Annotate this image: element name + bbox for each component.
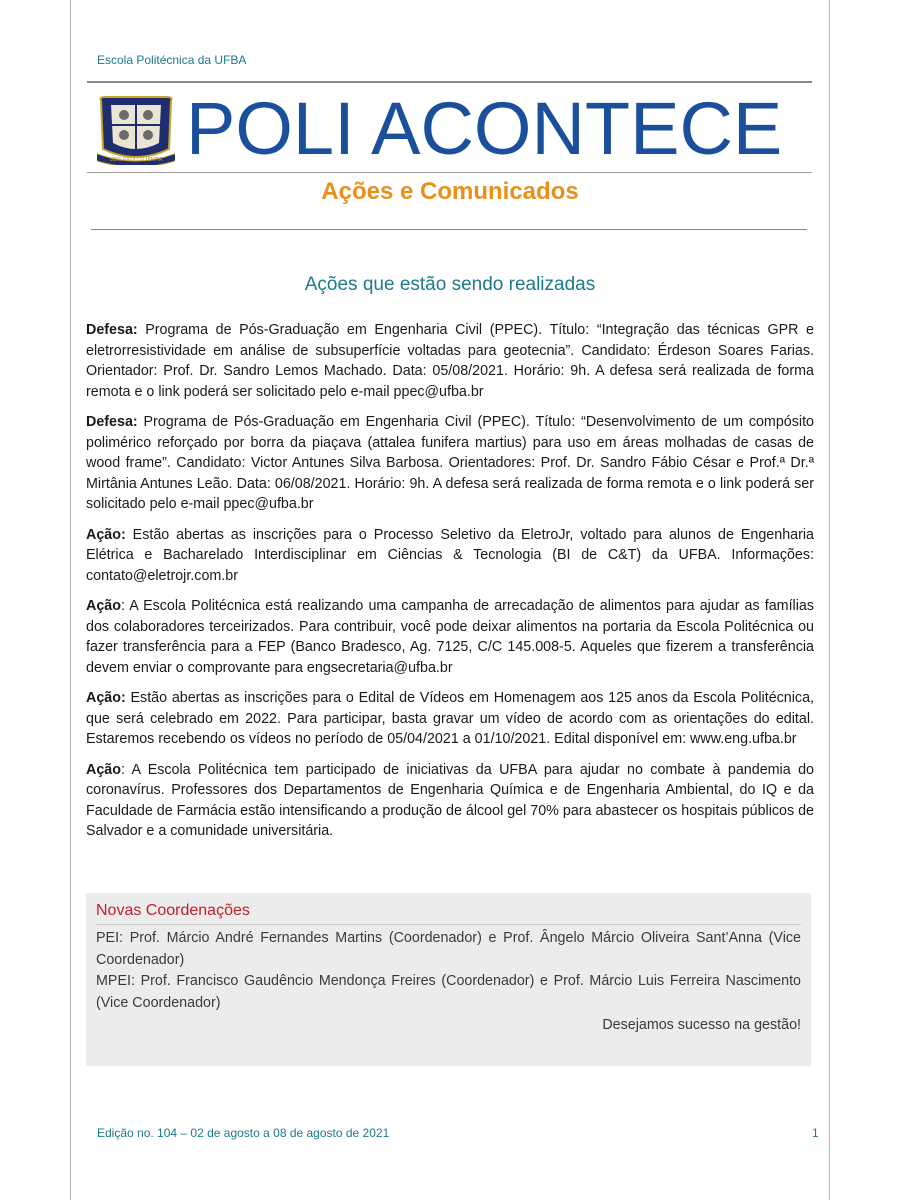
news-item-text: : A Escola Politécnica está realizando uma campanha de arrecadação de alimentos para ajudar as famílias dos colaboradores terceirizados. Para contribuir, você pode deixar alimentos na portaria da Escola Politécnica ou fazer transferência para a FEP (Banco Bradesco, Ag. 7125, C/C 145.008-5. Aqueles que fizerem a transferência devem enviar o comprovante para engsecretaria@ufba.br (86, 598, 814, 676)
news-item (86, 320, 814, 402)
masthead-title: POLI ACONTECE (186, 87, 783, 170)
news-item-text: Programa de Pós-Graduação em Engenharia Civil (PPEC). Título: “Desenvolvimento de um compósito polimérico reforçado por borra da piaçava (attalea funifera martius) para uso em áreas molhadas de casas de wood frame”. Candidato: Victor Antunes Silva Barbosa. Orientadores: Prof. Dr. Sandro Fábio César e Prof.ª Dr.ª Mirtânia Antunes Leão. Data: 06/08/2021. Horário: 9h. A defesa será realizada de forma remota e o link poderá ser solicitado pelo e-mail ppec@ufba.br (86, 414, 814, 512)
coordination-line: PEI: Prof. Márcio André Fernandes Martins (Coordenador) e Prof. Ângelo Márcio Oliveira Sant’Anna (Vice Coordenador) (96, 930, 801, 968)
news-item (86, 412, 814, 515)
coordination-box-body (96, 928, 801, 1037)
news-item (86, 760, 814, 842)
edition-footer: Edição no. 104 – 02 de agosto a 08 de agosto de 2021 (97, 1126, 390, 1140)
coordination-box-title: Novas Coordenações (96, 902, 250, 919)
news-item-label: Ação: (86, 690, 126, 706)
news-item-text: Estão abertas as inscrições para o Processo Seletivo da EletroJr, voltado para alunos de Engenharia Elétrica e Bacharelado Interdisciplinar em Ciências & Tecnologia (BI de C&T) da UFBA. Informações: contato@eletrojr.com.br (86, 526, 814, 584)
section-title: Ações que estão sendo realizadas (304, 274, 596, 295)
coordination-closing: Desejamos sucesso na gestão! (602, 1017, 801, 1033)
news-item (86, 525, 814, 587)
coordination-box-rule (96, 924, 801, 925)
header-rule (87, 81, 812, 83)
subtitle-rule (91, 229, 807, 230)
news-item-text: Estão abertas as inscrições para o Edital de Vídeos em Homenagem aos 125 anos da Escola Politécnica, que será celebrado em 2022. Para participar, basta gravar um vídeo de acordo com as orientações do edital. Estaremos recebendo os vídeos no período de 05/04/2021 a 01/10/2021. Edital disponível em: www.eng.ufba.br (86, 690, 814, 747)
ufba-crest-logo (97, 93, 175, 165)
news-item-text: : A Escola Politécnica tem participado de iniciativas da UFBA para ajudar no combate à pandemia do coronavírus. Professores dos Departamentos de Engenharia Química e de Engenharia Ambiental, do IQ e da Faculdade de Farmácia estão intensificando a produção de álcool gel 70% para abastecer os hospitais públicos de Salvador e a comunidade universitária. (86, 761, 815, 839)
news-item-label: Defesa: (86, 322, 138, 338)
page-subtitle: Ações e Comunicados (321, 178, 579, 205)
news-item-label: Ação (86, 598, 121, 614)
news-item-label: Ação (86, 761, 121, 778)
institution-name: Escola Politécnica da UFBA (97, 53, 247, 67)
news-item-label: Ação: (86, 526, 126, 543)
news-list (86, 320, 814, 852)
news-item-label: Defesa: (86, 414, 138, 430)
news-item-text: Programa de Pós-Graduação em Engenharia Civil (PPEC). Título: “Integração das técnicas GPR e eletrorresistividade em análise de subsuperfície voltadas para geotecnia”. Candidato: Érdeson Soares Farias. Orientador: Prof. Dr. Sandro Lemos Machado. Data: 05/08/2021. Horário: 9h. A defesa será realizada de forma remota e o link poderá ser solicitado pelo e-mail ppec@ufba.br (86, 322, 814, 400)
page-number: 1 (812, 1126, 819, 1140)
news-item (86, 596, 814, 678)
coordination-box (86, 893, 811, 1066)
svg-text:UBIS RATIO SCIENTIA: UBIS RATIO SCIENTIA (109, 157, 163, 163)
masthead-rule (87, 172, 812, 173)
news-item (86, 688, 814, 750)
coordination-line: MPEI: Prof. Francisco Gaudêncio Mendonça Freires (Coordenador) e Prof. Márcio Luis Ferreira Nascimento (Vice Coordenador) (96, 973, 801, 1011)
